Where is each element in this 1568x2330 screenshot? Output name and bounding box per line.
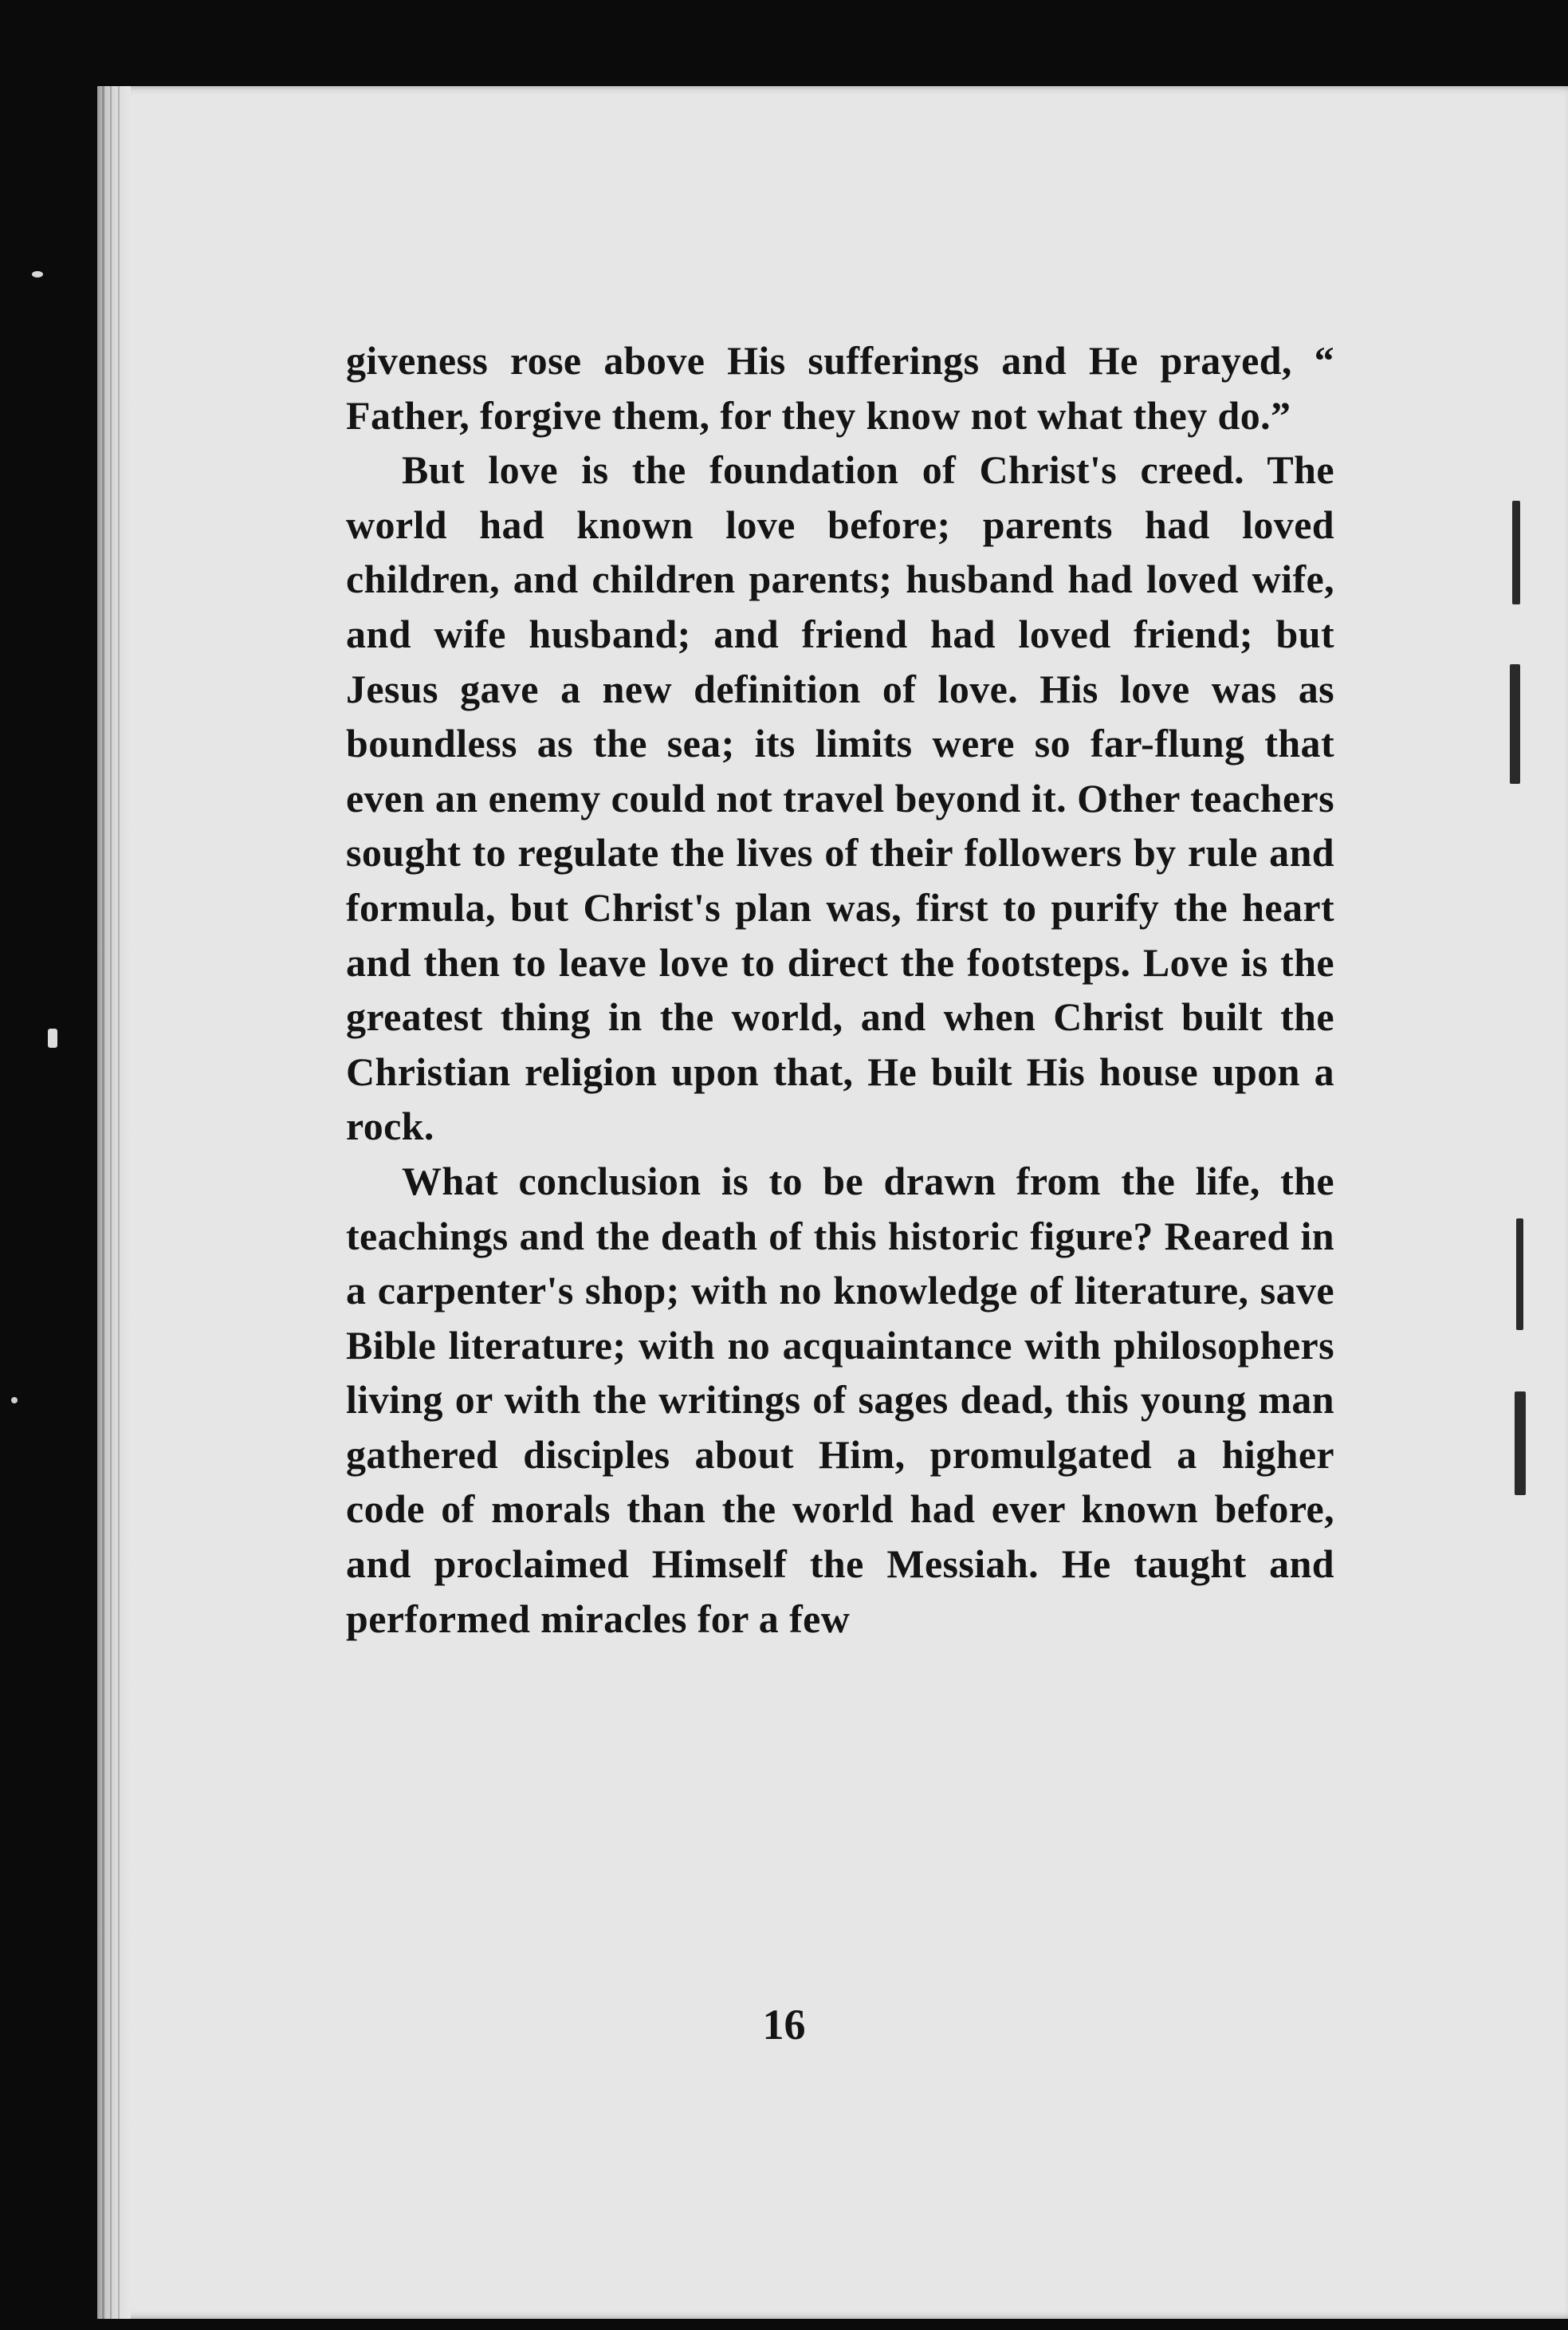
margin-scan-mark [1516, 1218, 1523, 1330]
page-number: 16 [762, 2001, 806, 2049]
paragraph-1: giveness rose above His sufferings and He prayed, “ Father, forgive them, for they know not what they do.” [346, 338, 1334, 438]
margin-scan-mark [1515, 1391, 1526, 1495]
left-margin-speck [11, 1397, 18, 1403]
left-margin-speck [32, 271, 43, 277]
margin-scan-mark [1512, 501, 1520, 604]
left-margin-speck [48, 1029, 57, 1048]
binding-line [118, 86, 120, 2319]
paragraph-3: What conclusion is to be drawn from the life, the teachings and the death of this historic figure? Reared in a carpenter's shop; with no knowledge of literature, save Bible literature; with no acquaintance with philosophers living or with the writings of sages dead, this young man gathered disciples about Him, promulgated a higher code of morals than the world had ever known before, and proclaimed Himself the Messiah. He taught and performed miracles for a few [346, 1158, 1334, 1641]
binding-line [110, 86, 112, 2319]
book-text [346, 333, 1334, 1646]
paragraph-2: But love is the foundation of Christ's creed. The world had known love before; parents had loved children, and children parents; husband had loved wife, and wife husband; and friend had loved friend; but Jesus gave a new definition of love. His love was as boundless as the sea; its limits were so far-flung that even an enemy could not travel beyond it. Other teachers sought to regulate the lives of their followers by rule and formula, but Christ's plan was, first to purify the heart and then to leave love to direct the footsteps. Love is the greatest thing in the world, and when Christ built the Christian religion upon that, He built His house upon a rock. [346, 447, 1334, 1149]
margin-scan-mark [1510, 664, 1520, 784]
binding-line [102, 86, 104, 2319]
